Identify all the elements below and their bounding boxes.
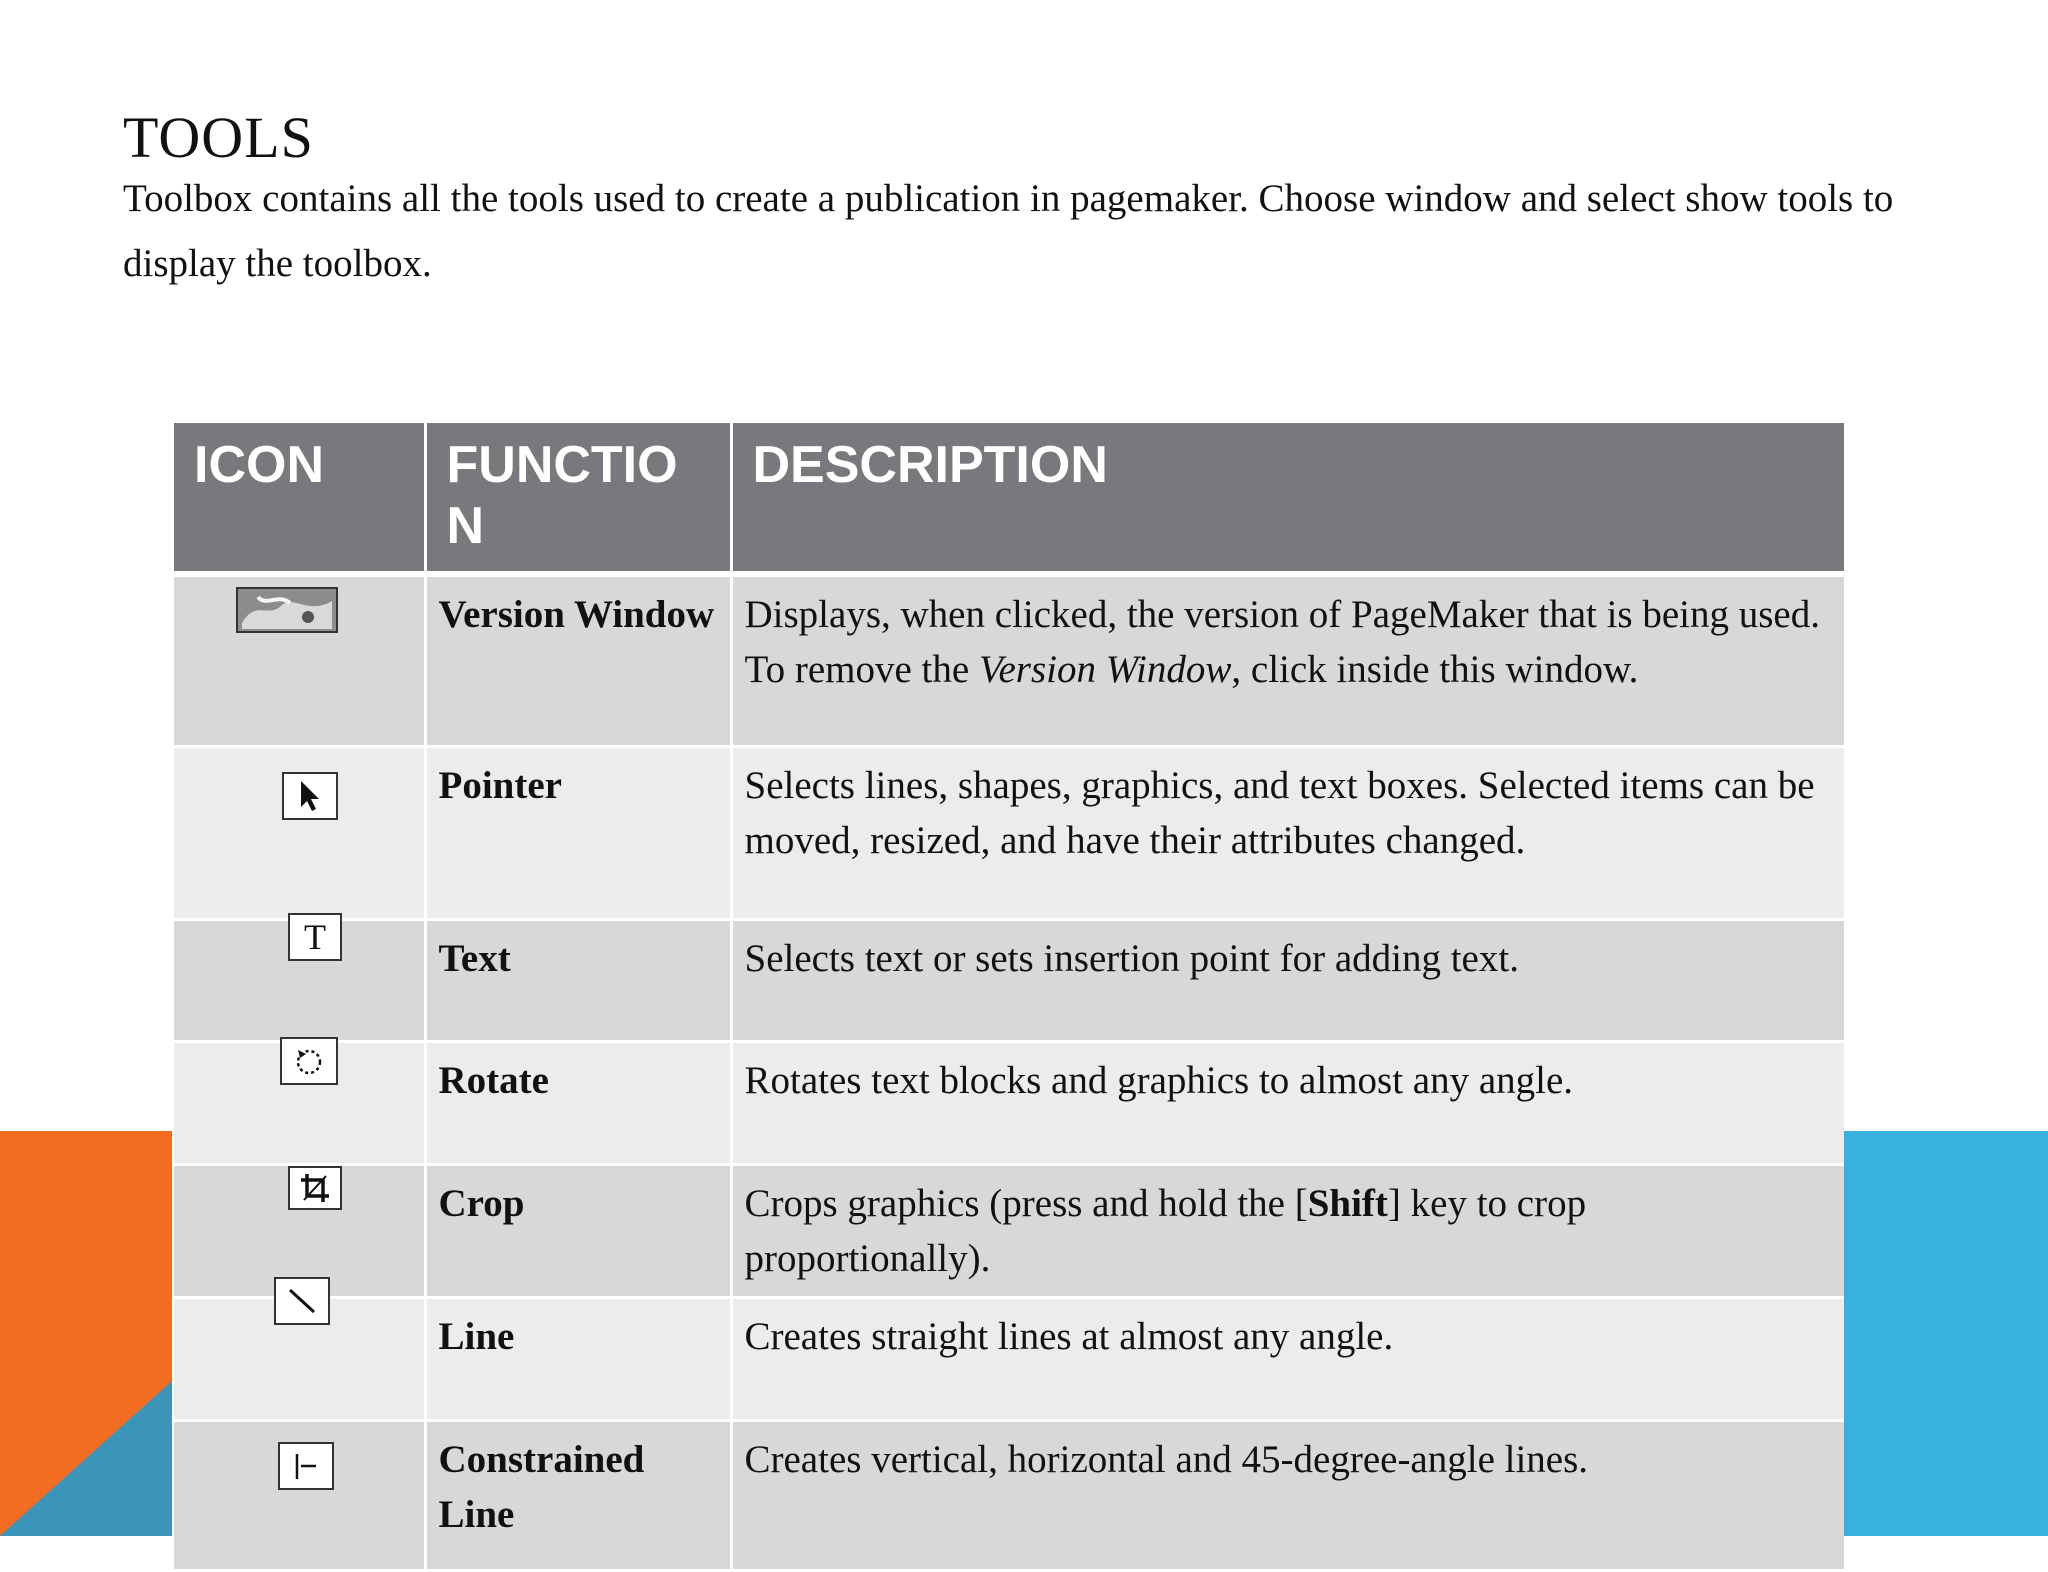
table-row	[174, 919, 1844, 1041]
icon-cell	[174, 1297, 425, 1420]
table-row	[174, 1164, 1844, 1297]
header-description: DESCRIPTION	[731, 423, 1844, 574]
function-cell: Pointer	[425, 746, 731, 919]
icon-cell	[174, 919, 425, 1041]
table-row	[174, 1297, 1844, 1420]
line-tool-icon	[274, 1277, 330, 1325]
constrained-line-tool-icon	[278, 1442, 334, 1490]
svg-text:T: T	[304, 918, 326, 955]
description-text: Crops graphics (press and hold the [	[744, 1181, 1308, 1225]
tools-table	[174, 423, 1844, 1572]
description-cell: Rotates text blocks and graphics to almost any angle.	[731, 1041, 1844, 1164]
description-cell: Creates vertical, horizontal and 45-degree-angle lines.	[731, 1420, 1844, 1570]
rotate-tool-icon	[280, 1037, 338, 1085]
icon-cell	[174, 1420, 425, 1570]
description-text: , click inside this window.	[1231, 648, 1639, 691]
function-cell: Text	[425, 919, 731, 1041]
function-cell: Line	[425, 1297, 731, 1420]
table-row	[174, 746, 1844, 919]
icon-cell	[174, 746, 425, 919]
page-title: TOOLS	[123, 105, 314, 170]
header-function: FUNCTIO N	[425, 423, 731, 574]
description-key: Shift	[1307, 1181, 1388, 1225]
table-header-row	[174, 423, 1844, 574]
function-cell: Version Window	[425, 574, 731, 746]
description-text: Displays, when clicked, the version of PageMaker that is being used. To remove the	[744, 593, 1820, 691]
function-cell: Rotate	[425, 1041, 731, 1164]
description-cell	[731, 1164, 1844, 1297]
text-tool-icon	[288, 913, 342, 961]
table-row	[174, 1041, 1844, 1164]
description-cell	[731, 574, 1844, 746]
header-icon: ICON	[174, 423, 425, 574]
description-text: ] key to crop proportionally).	[744, 1181, 1587, 1280]
icon-cell	[174, 1041, 425, 1164]
decor-teal-triangle	[0, 1131, 172, 1536]
icon-cell	[174, 574, 425, 746]
table-row	[174, 1420, 1844, 1570]
function-cell: Crop	[425, 1164, 731, 1297]
crop-tool-icon	[288, 1166, 342, 1210]
description-emphasis: Version Window	[978, 648, 1232, 691]
table-row	[174, 574, 1844, 746]
version-window-icon	[236, 587, 338, 633]
description-cell: Creates straight lines at almost any angle.	[731, 1297, 1844, 1420]
pointer-tool-icon	[282, 772, 338, 820]
decor-blue-block	[1843, 1131, 2048, 1536]
description-cell: Selects text or sets insertion point for adding text.	[731, 919, 1844, 1041]
intro-paragraph: Toolbox contains all the tools used to create a publication in pagemaker. Choose window and select show tools to display the toolbox.	[123, 177, 1894, 285]
description-cell: Selects lines, shapes, graphics, and text boxes. Selected items can be moved, resized, and have their attributes changed.	[731, 746, 1844, 919]
function-cell: Constrained Line	[425, 1420, 731, 1570]
